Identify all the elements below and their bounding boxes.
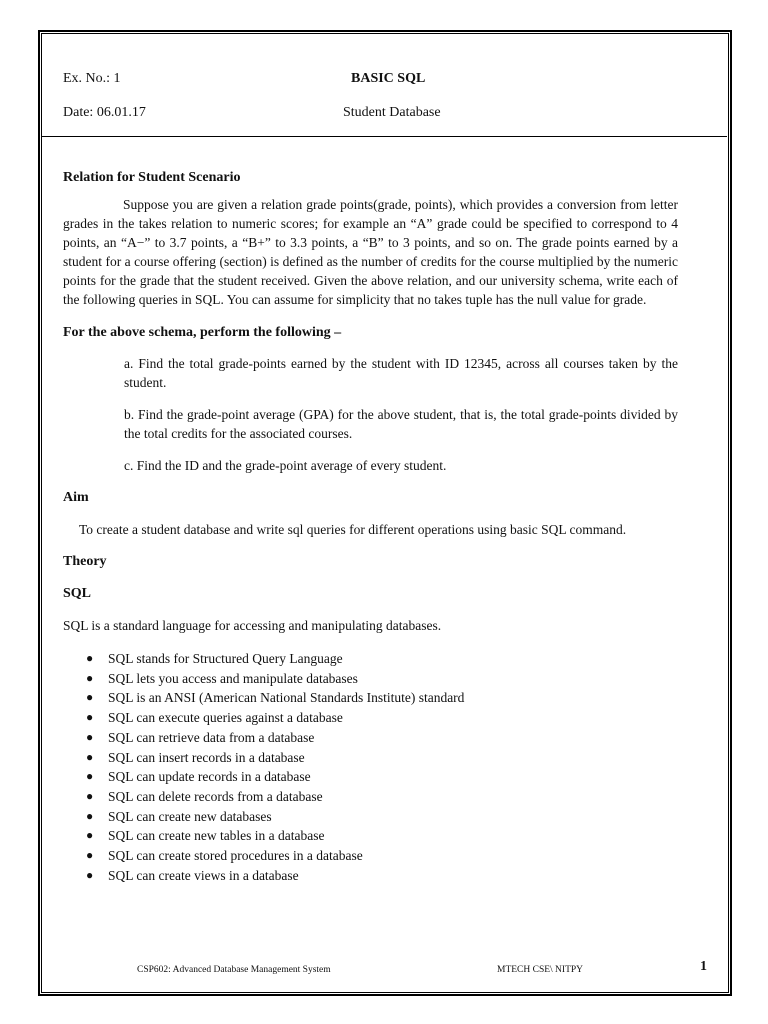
list-item: ● SQL can execute queries against a database xyxy=(63,708,678,728)
list-item: ● SQL can insert records in a database xyxy=(63,748,678,768)
exercise-date: Date: 06.01.17 xyxy=(63,105,146,120)
bullet-icon: ● xyxy=(86,808,94,823)
sql-intro: SQL is a standard language for accessing and manipulating databases. xyxy=(63,618,442,633)
bullet-icon: ● xyxy=(86,769,94,784)
list-item: ● SQL can delete records from a database xyxy=(63,787,678,807)
footer-course: CSP602: Advanced Database Management System xyxy=(137,965,331,975)
tasks-heading: For the above schema, perform the following – xyxy=(63,325,342,340)
list-item: ● SQL can create stored procedures in a database xyxy=(63,846,678,866)
list-item: ● SQL can create new tables in a database xyxy=(63,826,678,846)
sql-subheading: SQL xyxy=(63,586,92,601)
sql-bullet-list xyxy=(63,649,678,885)
bullet-icon: ● xyxy=(86,710,94,725)
bullet-icon: ● xyxy=(86,828,94,843)
document-title: BASIC SQL xyxy=(351,71,426,86)
page-number: 1 xyxy=(700,959,707,974)
task-item-c: c. Find the ID and the grade-point average of every student. xyxy=(124,458,447,473)
aim-text: To create a student database and write sql queries for different operations using basic SQL command. xyxy=(79,522,627,537)
bullet-icon: ● xyxy=(86,867,94,882)
list-item: ● SQL stands for Structured Query Language xyxy=(63,649,678,669)
exercise-number: Ex. No.: 1 xyxy=(63,71,121,86)
bullet-icon: ● xyxy=(86,848,94,863)
aim-heading: Aim xyxy=(63,490,89,505)
list-item: ● SQL can retrieve data from a database xyxy=(63,728,678,748)
list-item: ● SQL is an ANSI (American National Standards Institute) standard xyxy=(63,688,678,708)
task-item-a: a. Find the total grade-points earned by the student with ID 12345, across all courses taken by the student. xyxy=(124,356,678,390)
task-item-b: b. Find the grade-point average (GPA) for the above student, that is, the total grade-points divided by the total credits for the associated courses. xyxy=(124,407,678,441)
header-divider xyxy=(42,136,727,137)
list-item: ● SQL lets you access and manipulate databases xyxy=(63,669,678,689)
theory-heading: Theory xyxy=(63,554,107,569)
bullet-icon: ● xyxy=(86,749,94,764)
bullet-icon: ● xyxy=(86,651,94,665)
bullet-icon: ● xyxy=(86,670,94,685)
list-item: ● SQL can create new databases xyxy=(63,807,678,827)
relation-heading: Relation for Student Scenario xyxy=(63,170,241,185)
list-item: ● SQL can update records in a database xyxy=(63,767,678,787)
bullet-icon: ● xyxy=(86,788,94,803)
document-body xyxy=(63,170,678,885)
bullet-icon: ● xyxy=(86,690,94,705)
list-item: ● SQL can create views in a database xyxy=(63,866,678,886)
bullet-icon: ● xyxy=(86,729,94,744)
relation-paragraph: Suppose you are given a relation grade points(grade, points), which provides a conversion from letter grades in the takes relation to numeric scores; for example an “A” grade could be specified to correspond to 4 points, an “A−” to 3.7 points, a “B+” to 3.3 points, a “B” to 3 points, and so on. The grade points earned by a student for a course offering (section) is defined as the number of credits for the course multiplied by the numeric points for the grade that the student received. Given the above relation, and our university schema, write each of the following queries in SQL. You can assume for simplicity that no takes tuple has the null value for grade. xyxy=(63,197,678,307)
document-subtitle: Student Database xyxy=(343,105,441,120)
footer-department: MTECH CSE\ NITPY xyxy=(497,965,584,975)
